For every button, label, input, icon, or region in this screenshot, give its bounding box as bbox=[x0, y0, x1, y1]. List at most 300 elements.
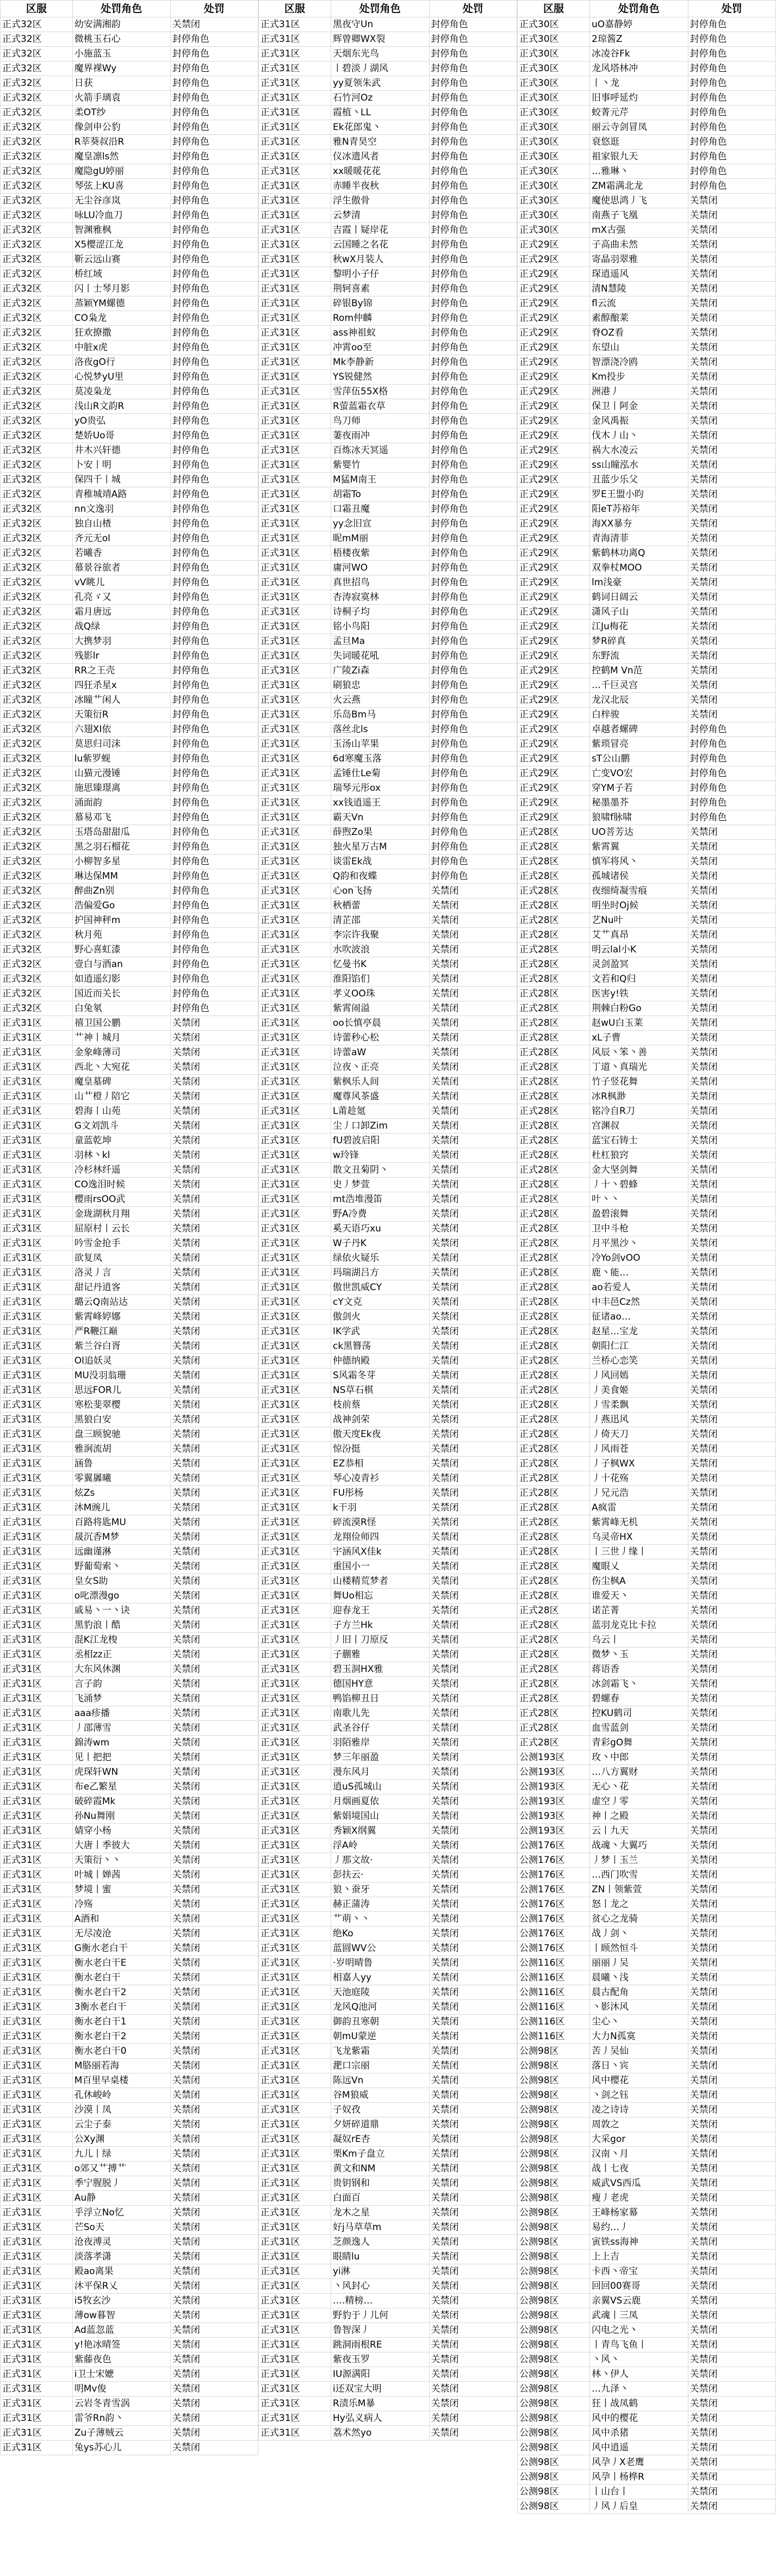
table-row bbox=[518, 2015, 776, 2029]
character-cell: 丿十丶碧蜂 bbox=[590, 1178, 688, 1192]
table-row bbox=[1, 708, 258, 722]
table-row bbox=[259, 1692, 517, 1706]
character-cell: 沐平保R乂 bbox=[72, 2279, 170, 2294]
character-cell: 紫兰谷白胥 bbox=[72, 1339, 170, 1354]
penalty-cell: 封停角色 bbox=[170, 678, 258, 693]
table-row bbox=[259, 2426, 517, 2441]
penalty-cell: 封停角色 bbox=[429, 399, 517, 414]
server-cell: 正式32区 bbox=[1, 620, 73, 634]
server-cell: 正式31区 bbox=[259, 1016, 331, 1031]
character-cell: Ek花郎鬼丶 bbox=[331, 120, 430, 135]
character-cell: 丿美食姬 bbox=[590, 1383, 688, 1398]
character-cell: vV眺儿 bbox=[72, 575, 170, 590]
server-cell: 正式31区 bbox=[259, 1941, 331, 1956]
penalty-cell: 封停角色 bbox=[170, 106, 258, 120]
table-row bbox=[1, 1442, 258, 1457]
server-cell: 正式28区 bbox=[518, 1104, 590, 1119]
server-cell: 正式31区 bbox=[259, 179, 331, 194]
table-row bbox=[259, 1178, 517, 1192]
server-cell: 正式31区 bbox=[259, 2250, 331, 2264]
character-cell: 仲德纳殿 bbox=[331, 1354, 430, 1369]
server-cell: 正式29区 bbox=[518, 575, 590, 590]
character-cell: 甜记丹逍客 bbox=[72, 1280, 170, 1295]
table-row bbox=[259, 1780, 517, 1794]
header-server: 区服 bbox=[518, 1, 590, 17]
penalty-cell: 封停角色 bbox=[170, 120, 258, 135]
server-cell: 正式32区 bbox=[1, 223, 73, 238]
character-cell: 丽云寺剑冒凤 bbox=[590, 120, 688, 135]
table-row bbox=[1, 1207, 258, 1222]
character-cell: 浩偏爱Go bbox=[72, 899, 170, 913]
character-cell: 魔尊风茶盛 bbox=[331, 1089, 430, 1104]
table-row bbox=[1, 135, 258, 150]
table-row bbox=[1, 1398, 258, 1413]
penalty-cell: 关禁闭 bbox=[688, 252, 776, 267]
character-cell: 明云lal小K bbox=[590, 943, 688, 957]
character-cell: 像剑申公豹 bbox=[72, 120, 170, 135]
character-cell: 穿YM子若 bbox=[590, 781, 688, 796]
penalty-cell: 封停角色 bbox=[429, 385, 517, 399]
penalty-cell: 关禁闭 bbox=[429, 2250, 517, 2264]
character-cell: …雅琳丶 bbox=[590, 164, 688, 179]
server-cell: 正式31区 bbox=[259, 1148, 331, 1163]
penalty-cell: 关禁闭 bbox=[688, 972, 776, 987]
server-cell: 正式30区 bbox=[518, 76, 590, 91]
character-cell: 衡水老白干1 bbox=[72, 2015, 170, 2029]
character-cell: 破碎霞Mk bbox=[72, 1794, 170, 1809]
character-cell: 冷殇 bbox=[72, 1897, 170, 1912]
table-row bbox=[259, 1310, 517, 1324]
table-row bbox=[259, 2044, 517, 2059]
server-cell: 公测98区 bbox=[518, 2411, 590, 2426]
table-row bbox=[518, 355, 776, 370]
penalty-cell: 关禁闭 bbox=[688, 1883, 776, 1897]
table-row bbox=[1, 1941, 258, 1956]
penalty-cell: 关禁闭 bbox=[688, 2308, 776, 2323]
server-cell: 正式28区 bbox=[518, 854, 590, 869]
server-cell: 正式28区 bbox=[518, 943, 590, 957]
penalty-cell: 关禁闭 bbox=[429, 2073, 517, 2088]
penalty-cell: 关禁闭 bbox=[170, 1295, 258, 1310]
penalty-cell: 关禁闭 bbox=[688, 825, 776, 840]
character-cell: 冰R枫渺 bbox=[590, 1089, 688, 1104]
server-cell: 正式31区 bbox=[259, 2117, 331, 2132]
character-cell: 周敦之 bbox=[590, 2117, 688, 2132]
penalty-cell: 关禁闭 bbox=[429, 1750, 517, 1765]
penalty-cell: 封停角色 bbox=[170, 928, 258, 943]
server-cell: 正式31区 bbox=[1, 1853, 73, 1868]
server-cell: 正式28区 bbox=[518, 1266, 590, 1280]
server-cell: 正式31区 bbox=[259, 590, 331, 605]
table-row bbox=[259, 179, 517, 194]
penalty-cell: 关禁闭 bbox=[688, 2132, 776, 2147]
table-row bbox=[518, 1515, 776, 1530]
table-row bbox=[1, 106, 258, 120]
character-cell: ….精榜… bbox=[331, 2294, 430, 2308]
penalty-cell: 关禁闭 bbox=[170, 1060, 258, 1075]
table-row bbox=[1, 957, 258, 972]
server-cell: 公测193区 bbox=[518, 1765, 590, 1780]
table-row bbox=[259, 2308, 517, 2323]
penalty-cell: 关禁闭 bbox=[688, 282, 776, 296]
character-cell: 丿子枫WX bbox=[590, 1457, 688, 1471]
character-cell: 魔皇墓碑 bbox=[72, 1075, 170, 1089]
server-cell: 正式31区 bbox=[259, 2264, 331, 2279]
character-cell: 清芷邵 bbox=[331, 913, 430, 928]
penalty-cell: 封停角色 bbox=[429, 664, 517, 678]
character-cell: 丿梦丨玉兰 bbox=[590, 1853, 688, 1868]
table-row bbox=[518, 2264, 776, 2279]
penalty-cell: 关禁闭 bbox=[170, 2308, 258, 2323]
character-cell: 黑狼白安 bbox=[72, 1413, 170, 1427]
server-cell: 正式28区 bbox=[518, 1178, 590, 1192]
server-cell: 正式32区 bbox=[1, 825, 73, 840]
penalty-cell: 关禁闭 bbox=[170, 1207, 258, 1222]
table-row bbox=[1, 2044, 258, 2059]
server-cell: 正式31区 bbox=[1, 1765, 73, 1780]
character-cell: 衰悠逛 bbox=[590, 135, 688, 150]
table-row bbox=[259, 605, 517, 620]
table-row bbox=[518, 2132, 776, 2147]
penalty-cell: 关禁闭 bbox=[170, 1824, 258, 1838]
table-row bbox=[1, 2147, 258, 2162]
server-cell: 正式32区 bbox=[1, 766, 73, 781]
table-row bbox=[259, 1941, 517, 1956]
character-cell: 井木兴轩德 bbox=[72, 443, 170, 458]
table-row bbox=[518, 1354, 776, 1369]
penalty-cell: 关禁闭 bbox=[688, 2059, 776, 2073]
penalty-cell: 关禁闭 bbox=[170, 2044, 258, 2059]
server-cell: 正式32区 bbox=[1, 473, 73, 487]
character-cell: 战神剑荣 bbox=[331, 1413, 430, 1427]
character-cell: 赤睡半夜秋 bbox=[331, 179, 430, 194]
character-cell: 黑之羽石榴花 bbox=[72, 840, 170, 854]
server-cell: 正式31区 bbox=[259, 1559, 331, 1574]
penalty-cell: 关禁闭 bbox=[170, 2264, 258, 2279]
character-cell: 衡水老白干2 bbox=[72, 2029, 170, 2044]
table-row bbox=[518, 502, 776, 517]
character-cell: 见丨把把 bbox=[72, 1750, 170, 1765]
character-cell: 芒So天 bbox=[72, 2220, 170, 2235]
table-row bbox=[259, 869, 517, 884]
server-cell: 正式28区 bbox=[518, 1721, 590, 1736]
server-cell: 正式28区 bbox=[518, 1383, 590, 1398]
penalty-cell: 封停角色 bbox=[429, 869, 517, 884]
character-cell: 薛煦Zo果 bbox=[331, 825, 430, 840]
penalty-cell: 封停角色 bbox=[429, 326, 517, 340]
server-cell: 正式32区 bbox=[1, 575, 73, 590]
penalty-cell: 封停角色 bbox=[429, 796, 517, 810]
server-cell: 公测98区 bbox=[518, 2044, 590, 2059]
table-row bbox=[259, 1192, 517, 1207]
character-cell: 双拳杖MOO bbox=[590, 561, 688, 575]
table-row bbox=[259, 1119, 517, 1134]
penalty-cell: 关禁闭 bbox=[170, 1427, 258, 1442]
server-cell: 正式31区 bbox=[259, 766, 331, 781]
penalty-cell: 封停角色 bbox=[429, 282, 517, 296]
penalty-cell: 关禁闭 bbox=[170, 1398, 258, 1413]
table-row bbox=[518, 1251, 776, 1266]
server-cell: 正式31区 bbox=[1, 1809, 73, 1824]
penalty-cell: 封停角色 bbox=[170, 664, 258, 678]
server-cell: 正式31区 bbox=[1, 1501, 73, 1515]
table-row bbox=[1, 1427, 258, 1442]
server-cell: 正式31区 bbox=[259, 1310, 331, 1324]
server-cell: 正式29区 bbox=[518, 326, 590, 340]
server-cell: 正式31区 bbox=[1, 1222, 73, 1236]
server-cell: 正式31区 bbox=[1, 1339, 73, 1354]
table-row bbox=[518, 722, 776, 737]
table-row bbox=[518, 2279, 776, 2294]
penalty-cell: 关禁闭 bbox=[688, 1031, 776, 1045]
penalty-cell: 关禁闭 bbox=[429, 1501, 517, 1515]
server-cell: 正式28区 bbox=[518, 1471, 590, 1486]
penalty-cell: 封停角色 bbox=[429, 76, 517, 91]
table-row bbox=[1, 238, 258, 252]
character-cell: 孟旦Ma bbox=[331, 634, 430, 649]
table-row bbox=[259, 1824, 517, 1838]
server-cell: 正式28区 bbox=[518, 1236, 590, 1251]
character-cell: 控鹤M Vn范 bbox=[590, 664, 688, 678]
penalty-cell: 关禁闭 bbox=[170, 1574, 258, 1589]
server-cell: 正式31区 bbox=[259, 1530, 331, 1545]
character-cell: 乌灵帝HX bbox=[590, 1530, 688, 1545]
penalty-cell: 关禁闭 bbox=[429, 1222, 517, 1236]
penalty-cell: 关禁闭 bbox=[170, 1369, 258, 1383]
table-row bbox=[259, 370, 517, 385]
table-row bbox=[518, 179, 776, 194]
table-row bbox=[518, 1971, 776, 1985]
character-cell: 朝阳仁江 bbox=[590, 1339, 688, 1354]
character-cell: 涵鲁 bbox=[72, 1457, 170, 1471]
penalty-cell: 关禁闭 bbox=[429, 1912, 517, 1927]
table-row bbox=[518, 972, 776, 987]
character-cell: aaa疹播 bbox=[72, 1706, 170, 1721]
server-cell: 正式31区 bbox=[1, 2132, 73, 2147]
table-row bbox=[518, 1589, 776, 1603]
character-cell: 四狂杀星x bbox=[72, 678, 170, 693]
server-cell: 正式28区 bbox=[518, 1574, 590, 1589]
penalty-cell: 关禁闭 bbox=[688, 326, 776, 340]
penalty-cell: 封停角色 bbox=[429, 355, 517, 370]
penalty-cell: 关禁闭 bbox=[429, 1971, 517, 1985]
character-cell: 仪冰遗风者 bbox=[331, 150, 430, 164]
table-row bbox=[1, 1031, 258, 1045]
character-cell: 百路将匙MU bbox=[72, 1515, 170, 1530]
server-cell: 公测98区 bbox=[518, 2323, 590, 2338]
penalty-cell: 封停角色 bbox=[429, 414, 517, 429]
server-cell: 正式31区 bbox=[1, 2147, 73, 2162]
table-row bbox=[518, 2338, 776, 2352]
table-row bbox=[259, 340, 517, 355]
character-cell: 伤尘枫A bbox=[590, 1574, 688, 1589]
table-row bbox=[518, 1574, 776, 1589]
table-row bbox=[518, 1721, 776, 1736]
penalty-cell: 关禁闭 bbox=[429, 1941, 517, 1956]
penalty-cell: 封停角色 bbox=[170, 355, 258, 370]
character-cell: 施思臻璟离 bbox=[72, 781, 170, 796]
table-row bbox=[259, 1471, 517, 1486]
character-cell: 丿旧丨刀原反 bbox=[331, 1633, 430, 1648]
penalty-cell: 封停角色 bbox=[170, 223, 258, 238]
character-cell: 风中樱花 bbox=[590, 2073, 688, 2088]
penalty-cell: 关禁闭 bbox=[170, 2441, 258, 2455]
penalty-cell: 封停角色 bbox=[429, 267, 517, 282]
server-cell: 正式29区 bbox=[518, 238, 590, 252]
server-cell: 正式31区 bbox=[1, 1633, 73, 1648]
table-row bbox=[259, 2162, 517, 2176]
character-cell: R渍乐M暴 bbox=[331, 2397, 430, 2411]
character-cell: 炫Zs bbox=[72, 1486, 170, 1501]
table-row bbox=[1, 326, 258, 340]
character-cell: 丿那文故· bbox=[331, 1853, 430, 1868]
server-cell: 正式31区 bbox=[259, 1060, 331, 1075]
table-row bbox=[1, 590, 258, 605]
character-cell: 丑蓝少乐父 bbox=[590, 473, 688, 487]
server-cell: 正式31区 bbox=[1, 1251, 73, 1266]
character-cell: 飞龙紫霜 bbox=[331, 2044, 430, 2059]
table-row bbox=[1, 1912, 258, 1927]
table-row bbox=[1, 693, 258, 708]
character-cell: 文若和Q归 bbox=[590, 972, 688, 987]
penalty-cell: 关禁闭 bbox=[170, 1765, 258, 1780]
table-row bbox=[259, 443, 517, 458]
character-cell: 雅涧流胡 bbox=[72, 1442, 170, 1457]
table-row bbox=[1, 2029, 258, 2044]
server-cell: 正式31区 bbox=[1, 1574, 73, 1589]
character-cell: 3衡水老白干 bbox=[72, 2000, 170, 2015]
character-cell: yO贵弘 bbox=[72, 414, 170, 429]
server-cell: 正式31区 bbox=[1, 1985, 73, 2000]
character-cell: o郊又艹搏艹 bbox=[72, 2162, 170, 2176]
server-cell: 正式31区 bbox=[259, 987, 331, 1001]
table-row bbox=[1, 899, 258, 913]
character-cell: 医害y!铁 bbox=[590, 987, 688, 1001]
character-cell: 蓝宝石铸士 bbox=[590, 1134, 688, 1148]
table-row bbox=[518, 2367, 776, 2382]
table-row bbox=[259, 1750, 517, 1765]
character-cell: 丨丶龙 bbox=[590, 76, 688, 91]
table-row bbox=[518, 91, 776, 106]
table-row bbox=[259, 590, 517, 605]
server-cell: 正式32区 bbox=[1, 928, 73, 943]
character-cell: ck黑簪荡 bbox=[331, 1339, 430, 1354]
table-row bbox=[518, 825, 776, 840]
table-row bbox=[1, 517, 258, 531]
server-cell: 正式31区 bbox=[259, 385, 331, 399]
character-cell: y!艳冰晴签 bbox=[72, 2338, 170, 2352]
server-cell: 正式31区 bbox=[259, 1927, 331, 1941]
table-row bbox=[518, 32, 776, 47]
server-cell: 公测116区 bbox=[518, 2000, 590, 2015]
server-cell: 正式32区 bbox=[1, 311, 73, 326]
server-cell: 正式31区 bbox=[1, 1192, 73, 1207]
penalty-cell: 关禁闭 bbox=[429, 2044, 517, 2059]
character-cell: 旧事呼延灼 bbox=[590, 91, 688, 106]
penalty-cell: 关禁闭 bbox=[688, 1457, 776, 1471]
penalty-cell: 封停角色 bbox=[429, 47, 517, 61]
character-cell: 小施蓝玉 bbox=[72, 47, 170, 61]
penalty-cell: 关禁闭 bbox=[688, 1868, 776, 1883]
server-cell: 正式28区 bbox=[518, 1163, 590, 1178]
penalty-cell: 关禁闭 bbox=[170, 1457, 258, 1471]
character-cell: 艹神丨城月 bbox=[72, 1031, 170, 1045]
character-cell: Zu子薄贼云 bbox=[72, 2426, 170, 2441]
character-cell: 鲁智深丿 bbox=[331, 2323, 430, 2338]
server-cell: 正式31区 bbox=[259, 913, 331, 928]
penalty-cell: 封停角色 bbox=[170, 252, 258, 267]
character-cell: 大携梦羽 bbox=[72, 634, 170, 649]
table-row bbox=[1, 1750, 258, 1765]
penalty-cell: 关禁闭 bbox=[688, 664, 776, 678]
table-row bbox=[518, 1442, 776, 1457]
table-row bbox=[518, 1031, 776, 1045]
character-cell: 竹子竖花舞 bbox=[590, 1075, 688, 1089]
server-cell: 公测98区 bbox=[518, 2059, 590, 2073]
table-row bbox=[259, 737, 517, 752]
table-row bbox=[1, 1765, 258, 1780]
server-cell: 正式30区 bbox=[518, 223, 590, 238]
penalty-cell: 关禁闭 bbox=[429, 1883, 517, 1897]
server-cell: 正式31区 bbox=[1, 1750, 73, 1765]
table-row bbox=[259, 2235, 517, 2250]
penalty-cell: 关禁闭 bbox=[688, 1001, 776, 1016]
penalty-cell: 关禁闭 bbox=[688, 2470, 776, 2485]
table-row bbox=[259, 1897, 517, 1912]
server-cell: 正式29区 bbox=[518, 311, 590, 326]
character-cell: 吟雪金抢手 bbox=[72, 1236, 170, 1251]
server-cell: 正式28区 bbox=[518, 825, 590, 840]
server-cell: 正式31区 bbox=[259, 473, 331, 487]
table-row bbox=[259, 1794, 517, 1809]
server-cell: 公测98区 bbox=[518, 2117, 590, 2132]
table-row bbox=[518, 443, 776, 458]
table-row bbox=[1, 1985, 258, 2000]
penalty-cell: 封停角色 bbox=[429, 781, 517, 796]
table-row bbox=[259, 620, 517, 634]
penalty-cell: 封停角色 bbox=[429, 737, 517, 752]
penalty-cell: 封停角色 bbox=[170, 752, 258, 766]
server-cell: 正式31区 bbox=[259, 664, 331, 678]
table-row bbox=[259, 972, 517, 987]
table-row bbox=[1, 943, 258, 957]
table-row bbox=[1, 1413, 258, 1427]
server-cell: 正式31区 bbox=[1, 2323, 73, 2338]
server-cell: 正式32区 bbox=[1, 502, 73, 517]
table-row bbox=[259, 2352, 517, 2367]
penalty-cell: 关禁闭 bbox=[688, 2117, 776, 2132]
server-cell: 正式31区 bbox=[1, 2352, 73, 2367]
penalty-cell: 关禁闭 bbox=[688, 208, 776, 223]
table-row bbox=[259, 150, 517, 164]
character-cell: MU没羽翁珊 bbox=[72, 1369, 170, 1383]
table-row bbox=[259, 2117, 517, 2132]
table-row bbox=[259, 1501, 517, 1515]
server-cell: 公测176区 bbox=[518, 1912, 590, 1927]
server-cell: 正式28区 bbox=[518, 1119, 590, 1134]
character-cell: FU彤杨 bbox=[331, 1486, 430, 1501]
server-cell: 正式31区 bbox=[1, 2441, 73, 2455]
character-cell: 明坐时Oj候 bbox=[590, 899, 688, 913]
server-cell: 公测176区 bbox=[518, 1941, 590, 1956]
server-cell: 正式31区 bbox=[259, 561, 331, 575]
table-row bbox=[1, 1295, 258, 1310]
header-row bbox=[518, 1, 776, 17]
character-cell: 魔使思鸿丿飞 bbox=[590, 194, 688, 208]
character-cell: 浮A岭 bbox=[331, 1838, 430, 1853]
server-cell: 正式28区 bbox=[518, 1251, 590, 1266]
character-cell: 紫霄闹溢 bbox=[331, 1001, 430, 1016]
